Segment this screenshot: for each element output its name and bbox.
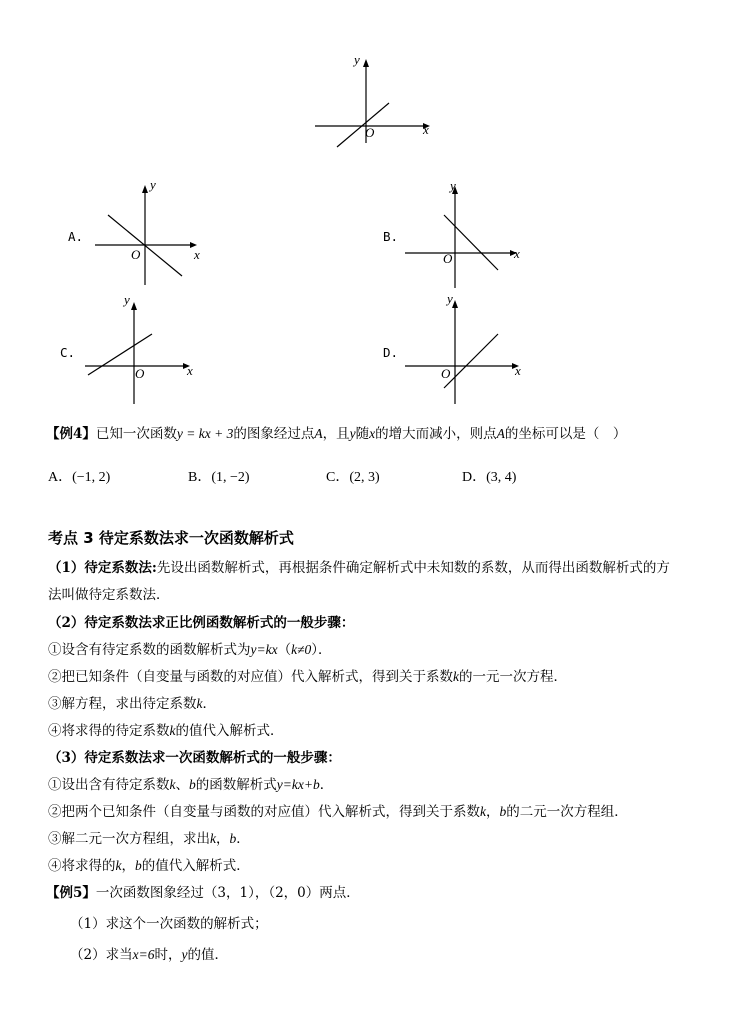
p2-head: （2）待定系数法求正比例函数解析式的一般步骤： xyxy=(48,615,355,631)
answer-c: C．(2, 3) xyxy=(326,470,380,485)
p2-step4: ④将求得的待定系数k的值代入解析式． xyxy=(48,723,284,739)
example4-text-2: 的图象经过点 xyxy=(233,426,315,442)
x-label: x xyxy=(423,122,429,137)
y-axis-arrow xyxy=(363,59,369,67)
p3-step2: ②把两个已知条件（自变量与函数的对应值）代入解析式，得到关于系数k，b的二元一次方程组． xyxy=(48,804,628,820)
p2-step1: ①设含有待定系数的函数解析式为y=kx（k≠0）． xyxy=(48,642,332,658)
x-label: x xyxy=(187,363,193,378)
example4-formula: y = kx + 3 xyxy=(176,426,234,441)
origin-label: O xyxy=(135,366,145,381)
option-c-graph xyxy=(80,292,205,407)
example4-text-3: ，且 xyxy=(322,426,350,442)
y-label: y xyxy=(150,177,156,192)
origin-label: O xyxy=(131,247,141,262)
p1-line1 xyxy=(48,559,670,577)
example4-text-5: 的增大而减小，则点 xyxy=(375,426,497,442)
p3-head: （3）待定系数法求一次函数解析式的一般步骤： xyxy=(48,750,341,766)
origin-label: O xyxy=(443,251,453,266)
p2-step2: ②把已知条件（自变量与函数的对应值）代入解析式，得到关于系数k的一元一次方程． xyxy=(48,669,567,685)
x-label: x xyxy=(514,246,520,261)
example5-tag: 【例5】 xyxy=(46,885,96,901)
p1-bold: （1）待定系数法: xyxy=(48,560,157,576)
answer-b: B．(1, −2) xyxy=(188,470,250,485)
y-label: y xyxy=(354,52,360,67)
example4-text-4: 随 xyxy=(355,426,370,442)
origin-label: O xyxy=(441,366,451,381)
y-label: y xyxy=(450,178,456,193)
origin-label: O xyxy=(365,125,375,140)
answer-a: A．(−1, 2) xyxy=(48,470,111,485)
option-a-label: A. xyxy=(68,229,84,244)
x-label: x xyxy=(515,363,521,378)
section-title: 考点 3 待定系数法求一次函数解析式 xyxy=(48,529,294,547)
example4-question xyxy=(46,425,626,443)
option-b-label: B. xyxy=(383,229,399,244)
example4-x: x xyxy=(369,426,376,441)
answer-d: D．(3, 4) xyxy=(462,470,517,485)
p2-step3: ③解方程，求出待定系数k． xyxy=(48,696,216,712)
example4-point-a-2: A xyxy=(496,426,505,441)
y-label: y xyxy=(124,292,130,307)
option-a-graph xyxy=(90,178,210,288)
option-c-label: C. xyxy=(60,345,76,360)
example5-q1: （1）求这个一次函数的解析式； xyxy=(70,916,268,932)
graph-line xyxy=(444,334,498,388)
p3-step4: ④将求得的k，b的值代入解析式． xyxy=(48,858,250,874)
y-axis-arrow xyxy=(142,185,148,193)
y-axis-arrow xyxy=(452,300,458,308)
option-b-graph xyxy=(400,178,530,288)
main-graph xyxy=(310,52,440,145)
example4-tag: 【例4】 xyxy=(46,426,96,442)
example5-question xyxy=(46,884,360,902)
example4-point-a: A xyxy=(314,426,323,441)
option-d-label: D. xyxy=(383,345,399,360)
x-label: x xyxy=(194,247,200,262)
y-label: y xyxy=(447,291,453,306)
p3-step3: ③解二元一次方程组，求出k，b． xyxy=(48,831,250,847)
p3-step1: ①设出含有待定系数k、b的函数解析式y=kx+b． xyxy=(48,777,334,793)
p1-line2: 法叫做待定系数法． xyxy=(48,587,170,603)
example4-text-6: 的坐标可以是（ ） xyxy=(504,426,627,442)
example5-text: 一次函数图象经过（3，1），（2，0）两点． xyxy=(95,885,360,901)
graph-line xyxy=(337,103,389,147)
example4-text-1: 已知一次函数 xyxy=(95,426,177,442)
y-axis-arrow xyxy=(131,302,137,310)
p1-text: 先设出函数解析式，再根据条件确定解析式中未知数的系数，从而得出函数解析式的方 xyxy=(156,560,670,576)
option-d-graph xyxy=(400,292,530,407)
example4-y: y xyxy=(349,426,356,441)
example5-q2: （2）求当x=6时，y的值． xyxy=(70,947,228,963)
